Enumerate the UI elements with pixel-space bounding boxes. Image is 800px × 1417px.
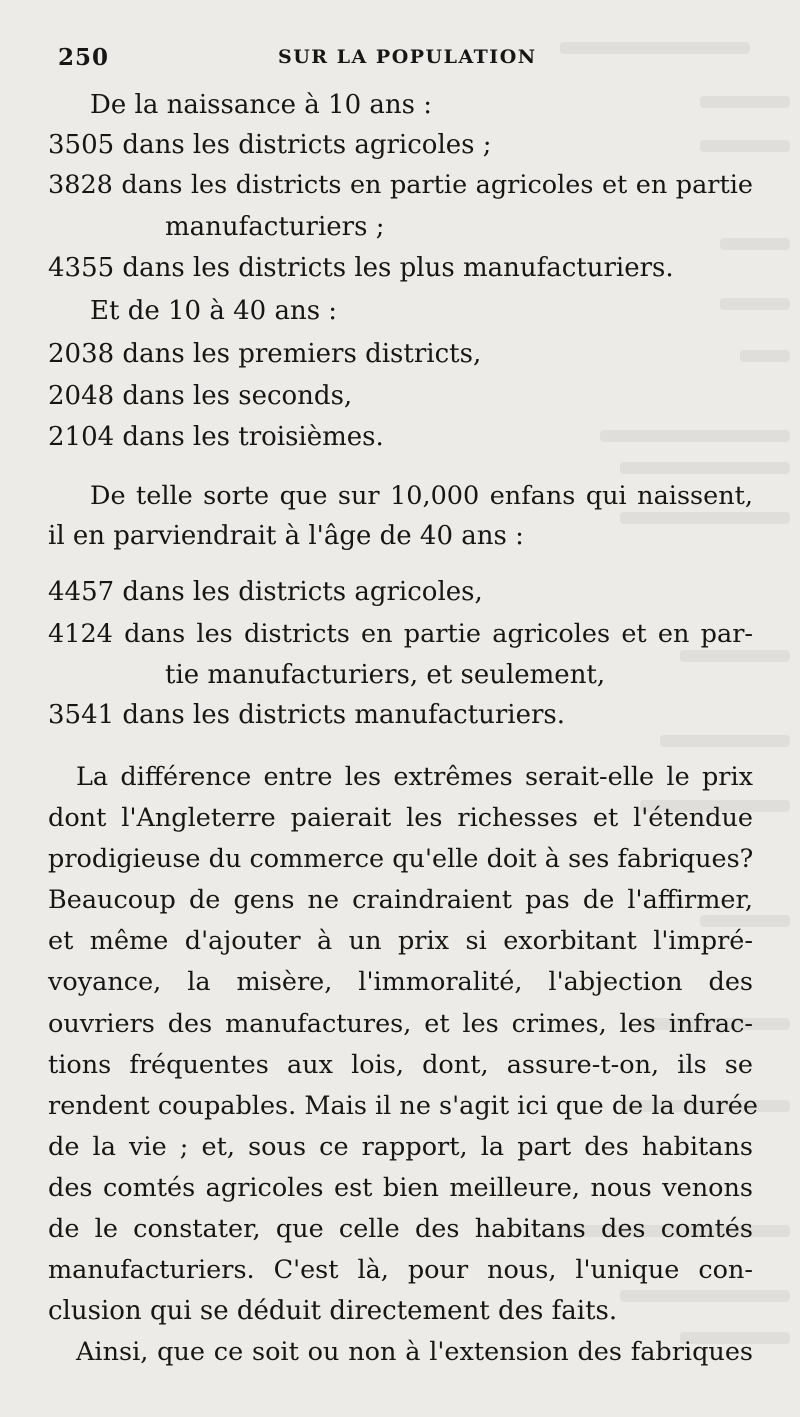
text-line: prodigieuse du commerce qu'elle doit à ses fabriques? bbox=[48, 844, 754, 874]
text-line: Ainsi, que ce soit ou non à l'extension des fabriques bbox=[76, 1337, 753, 1367]
page-number: 250 bbox=[58, 44, 110, 71]
text-line: des comtés agricoles est bien meilleure, nous venons bbox=[48, 1173, 753, 1203]
text-line: 3828 dans les districts en partie agricoles et en partie bbox=[48, 170, 753, 200]
text-line: clusion qui se déduit directement des faits. bbox=[48, 1296, 618, 1326]
text-line: Beaucoup de gens ne craindraient pas de l'affirmer, bbox=[48, 885, 753, 915]
text-line: tie manufacturiers, et seulement, bbox=[165, 660, 606, 690]
text-line: voyance, la misère, l'immoralité, l'abjection des bbox=[48, 967, 753, 997]
text-line: 2104 dans les troisièmes. bbox=[48, 422, 384, 452]
text-line: tions fréquentes aux lois, dont, assure-t-on, ils se bbox=[48, 1050, 753, 1080]
text-line: 2038 dans les premiers districts, bbox=[48, 339, 482, 369]
text-line: et même d'ajouter à un prix si exorbitant l'impré- bbox=[48, 926, 753, 956]
text-line: manufacturiers. C'est là, pour nous, l'unique con- bbox=[48, 1255, 753, 1285]
text-line: rendent coupables. Mais il ne s'agit ici que de la durée bbox=[48, 1091, 758, 1121]
text-line: La différence entre les extrêmes serait-elle le prix bbox=[76, 762, 753, 792]
text-line: dont l'Angleterre paierait les richesses et l'étendue bbox=[48, 803, 753, 833]
text-line: Et de 10 à 40 ans : bbox=[90, 296, 338, 326]
text-line: De telle sorte que sur 10,000 enfans qui naissent, bbox=[90, 481, 753, 511]
text-line: 4457 dans les districts agricoles, bbox=[48, 577, 483, 607]
text-line: ouvriers des manufactures, et les crimes, les infrac- bbox=[48, 1009, 753, 1039]
text-line: de le constater, que celle des habitans des comtés bbox=[48, 1214, 753, 1244]
text-line: 2048 dans les seconds, bbox=[48, 381, 353, 411]
running-title: SUR LA POPULATION bbox=[278, 46, 537, 68]
text-line: De la naissance à 10 ans : bbox=[90, 90, 433, 120]
text-line: 4124 dans les districts en partie agricoles et en par- bbox=[48, 619, 753, 649]
text-line: manufacturiers ; bbox=[165, 212, 385, 242]
text-line: 3541 dans les districts manufacturiers. bbox=[48, 700, 566, 730]
text-line: 3505 dans les districts agricoles ; bbox=[48, 130, 492, 160]
text-line: il en parviendrait à l'âge de 40 ans : bbox=[48, 521, 524, 551]
page-header bbox=[58, 44, 748, 76]
text-line: 4355 dans les districts les plus manufacturiers. bbox=[48, 253, 674, 283]
text-line: de la vie ; et, sous ce rapport, la part des habitans bbox=[48, 1132, 753, 1162]
